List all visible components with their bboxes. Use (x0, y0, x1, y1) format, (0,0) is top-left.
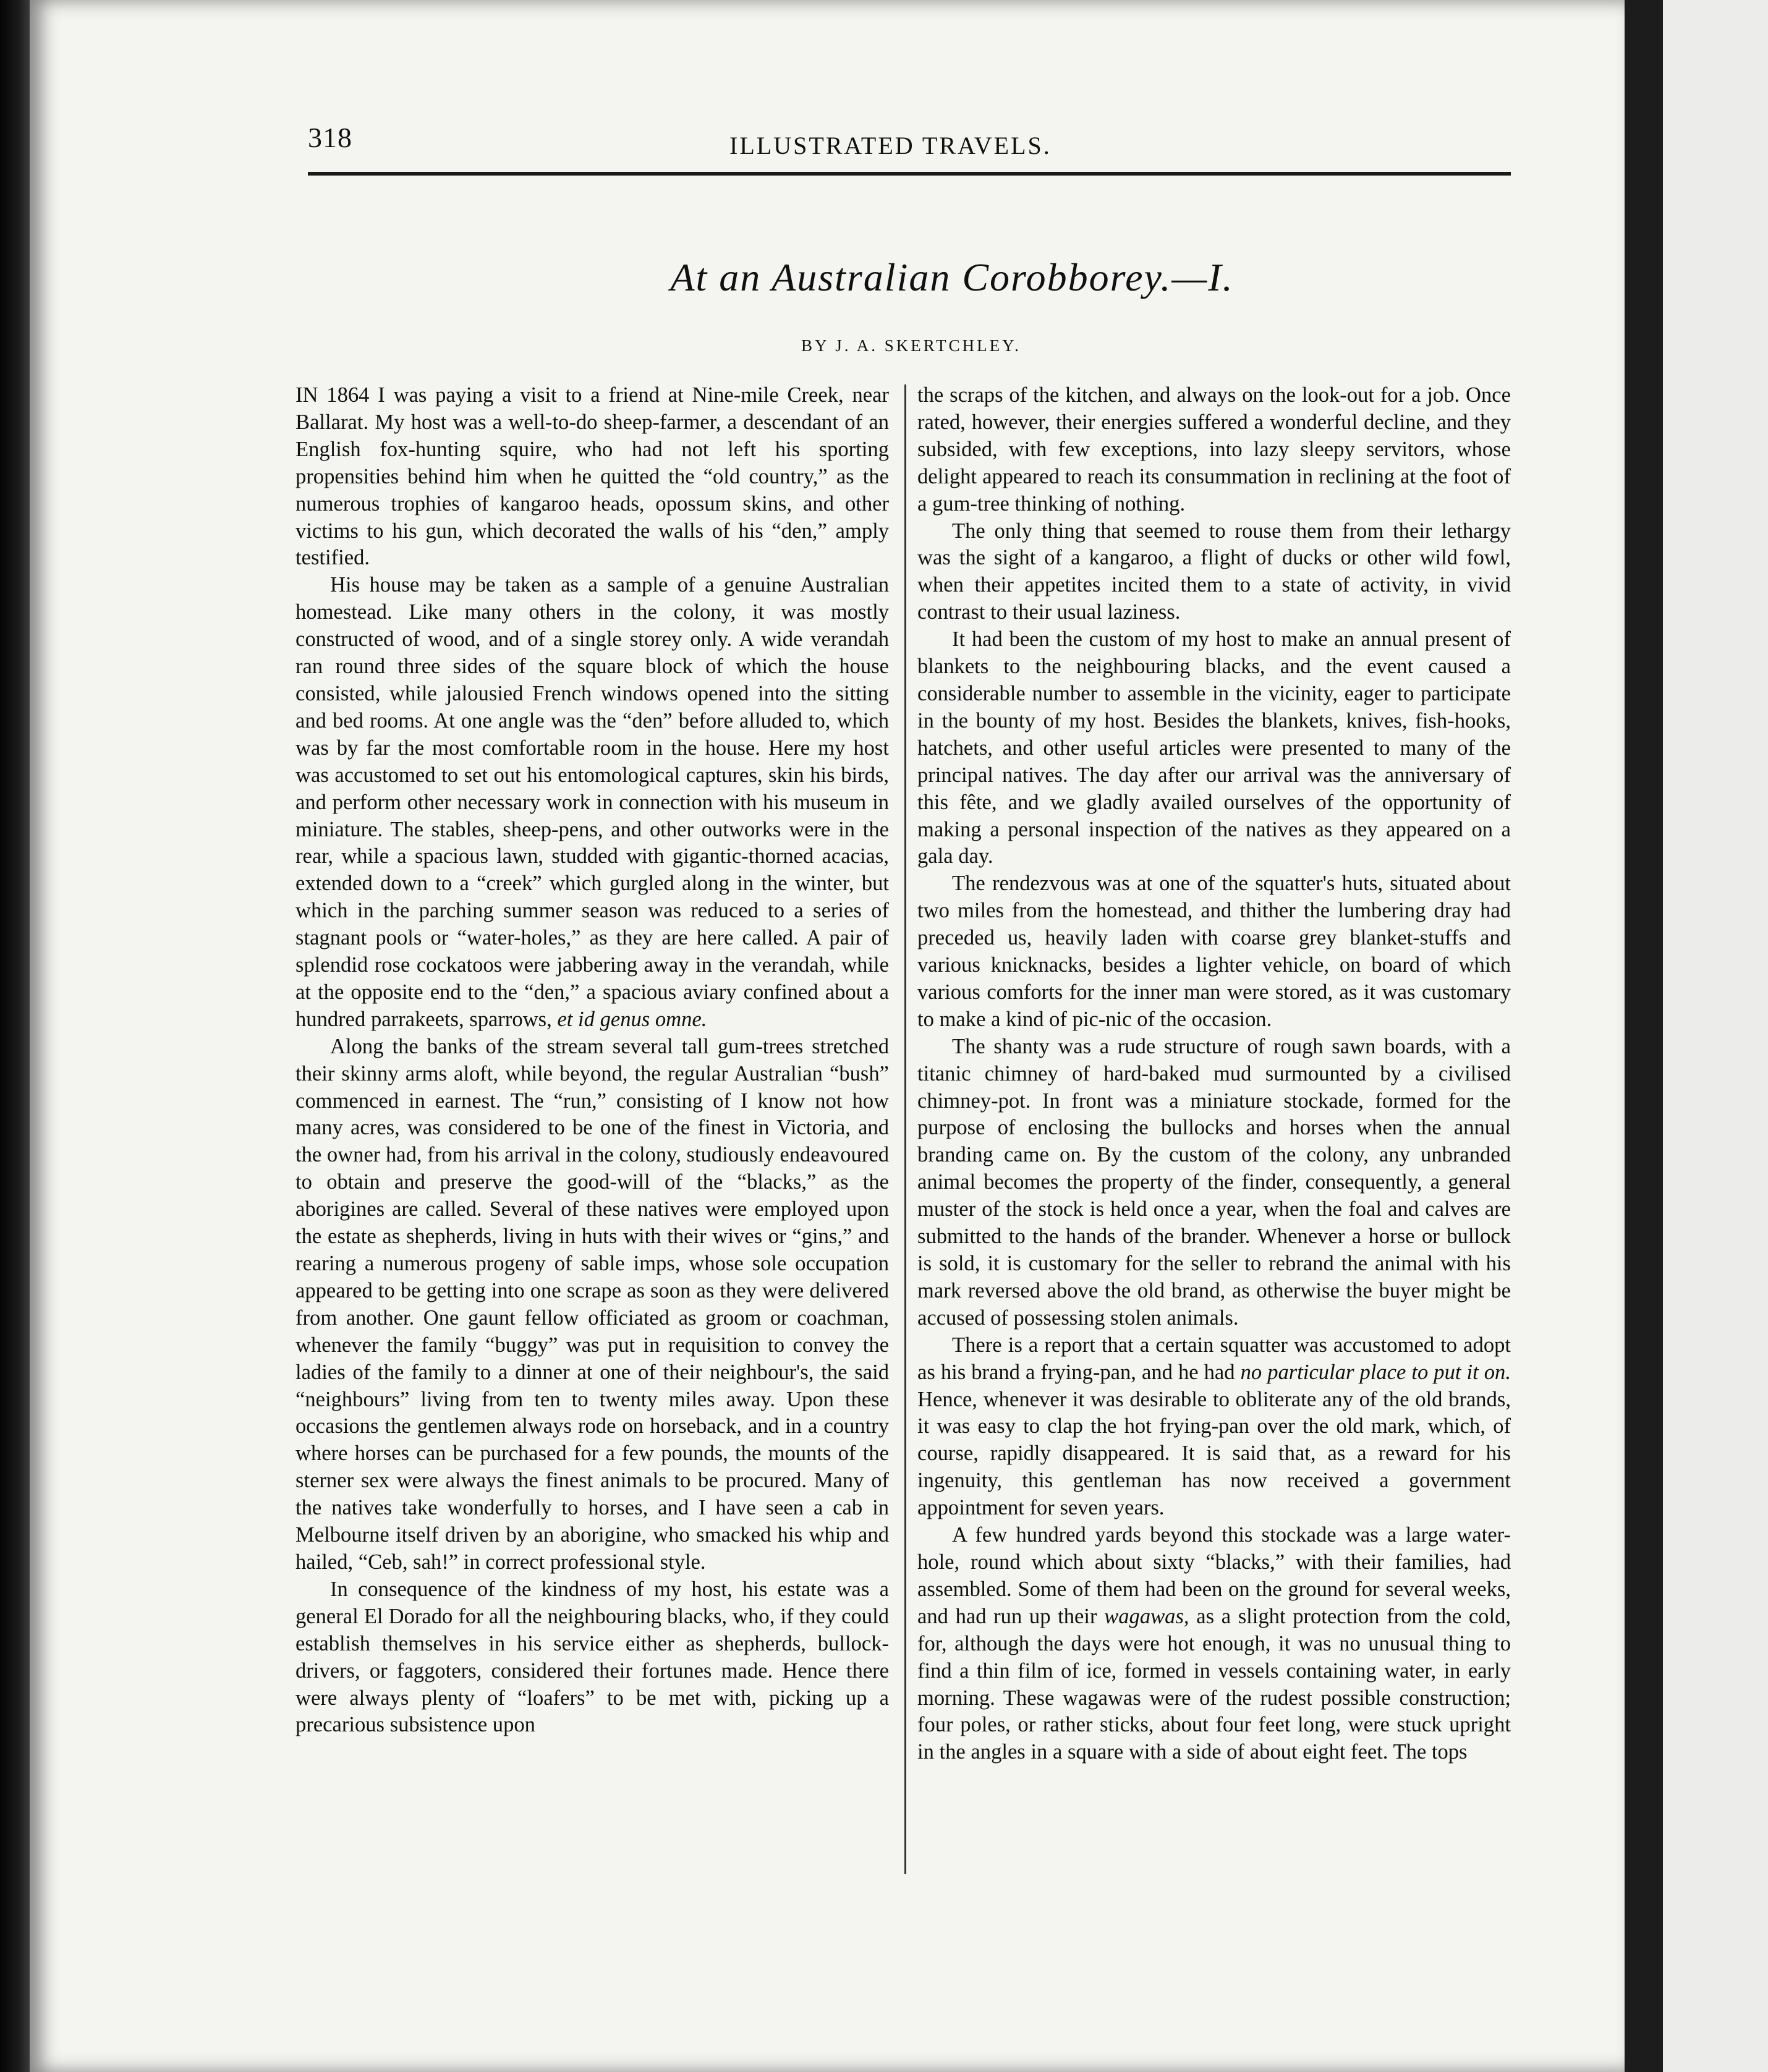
paragraph (295, 572, 889, 1033)
paragraph-text: It had been the custom of my host to make an annual present of blankets to the neighbouring blacks, and the event caused a considerable number to assemble in the vicinity, eager to participate in the bounty of my host. Besides the blankets, knives, fish-hooks, hatchets, and other useful articles were presented to many of the principal natives. The day after our arrival was the anniversary of this fête, and we gladly availed ourselves of the opportunity of making a personal inspection of the natives as they appeared on a gala day. (917, 627, 1511, 868)
paragraph-italic: et id genus omne. (551, 1007, 707, 1031)
article-byline: BY J. A. SKERTCHLEY. (801, 336, 1021, 355)
paragraph-text: There is a report that a certain squatter was accustomed to adopt as his brand a frying-pan, and he had (917, 1333, 1511, 1384)
paragraph (917, 1034, 1511, 1332)
paragraph-italic: no particular place to put it on. (1235, 1360, 1511, 1384)
paragraph-text: Along the banks of the stream several tall gum-trees stretched their skinny arms aloft, while beyond, the regular Australian “bush” commenced in earnest. The “run,” consisting of I know not how many acres, was considered to be one of the finest in Victoria, and the owner had, from his arrival in the colony, studiously endeavoured to obtain and preserve the good-will of the “blacks,” as the aborigines are called. Several of these natives were employed upon the estate as shepherds, living in huts with their wives or “gins,” and rearing a numerous progeny of sable imps, whose sole occupation appeared to be getting into one scrape as soon as they were delivered from another. One gaunt fellow officiated as groom or coachman, whenever the family “buggy” was put in requisition to convey the ladies of the family to a dinner at one of their neighbour's, the said “neighbours” living from ten to twenty miles away. Upon these occasions the gentlemen always rode on horseback, and in a country where horses can be purchased for a few pounds, the mounts of the sterner sex were always the finest animals to be procured. Many of the natives take wonderfully to horses, and I have seen a cab in Melbourne itself driven by an aborigine, who smacked his whip and hailed, “Ceb, sah!” in correct professional style. (295, 1034, 889, 1574)
paragraph-text: 1864 I was paying a visit to a friend at Nine-mile Creek, near Ballarat. My host was a well-to-do sheep-farmer, a descendant of an English fox-hunting squire, who had not left his sporting propensities behind him when he quitted the “old country,” as the numerous trophies of kangaroo heads, opossum skins, and other victims to his gun, which decorated the walls of his “den,” amply testified. (295, 383, 889, 570)
paragraph (295, 1034, 889, 1576)
paragraph-text: His house may be taken as a sample of a genuine Australian homestead. Like many others in the colony, it was mostly constructed of wood, and of a single storey only. A wide verandah ran round three sides of the square block of which the house consisted, while jalousied French windows opened into the sitting and bed rooms. At one angle was the “den” before alluded to, which was by far the most comfortable room in the house. Here my host was accustomed to set out his entomological captures, skin his birds, and perform other necessary work in connection with his museum in miniature. The stables, sheep-pens, and other outworks were in the rear, while a spacious lawn, studded with gigantic-thorned acacias, extended down to a “creek” which gurgled along in the winter, but which in the parching summer season was reduced to a series of stagnant pools or “water-holes,” as they are here called. A pair of splendid rose cockatoos were jabbering away in the verandah, while at the opposite end to the “den,” a spacious aviary confined about a hundred parrakeets, sparrows, (295, 573, 889, 1031)
paragraph (917, 626, 1511, 870)
paragraph-text: In consequence of the kindness of my host, his estate was a general El Dorado for all the neighbouring blacks, who, if they could establish themselves in his service either as shepherds, bullock-drivers, or faggoters, considered their fortunes made. Hence there were always plenty of “loafers” to be met with, picking up a precarious subsistence upon (295, 1577, 889, 1737)
paragraph-text: The rendezvous was at one of the squatter's huts, situated about two miles from the homestead, and thither the lumbering dray had preceded us, heavily laden with coarse grey blanket-stuffs and various knicknacks, besides a lighter vehicle, on board of which various comforts for the inner man were stored, as it was customary to make a kind of pic-nic of the occasion. (917, 872, 1511, 1031)
article-title: At an Australian Corobborey.—I. (670, 255, 1234, 299)
book-gutter-right (1625, 0, 1663, 2072)
drop-lead: IN (295, 383, 318, 407)
text-column-left (295, 382, 889, 1872)
paragraph (917, 382, 1511, 518)
running-title: ILLUSTRATED TRAVELS. (729, 132, 1052, 159)
paragraph (917, 518, 1511, 627)
paragraph-text: A few hundred yards beyond this stockade was a large water-hole, round which about sixty “blacks,” with their families, had assembled. Some of them had been on the ground for several weeks, and had run up their (917, 1523, 1511, 1628)
paragraph-text: The only thing that seemed to rouse them from their lethargy was the sight of a kangaroo, a flight of ducks or other wild fowl, when their appetites incited them to a state of activity, in vivid contrast to their usual laziness. (917, 519, 1511, 624)
book-gutter-left (0, 0, 30, 2072)
paragraph (295, 1576, 889, 1739)
paragraph (295, 382, 889, 572)
page-number: 318 (308, 122, 352, 153)
paragraph (917, 1332, 1511, 1522)
facing-page-edge (1663, 0, 1768, 2072)
paragraph-text: the scraps of the kitchen, and always on the look-out for a job. Once rated, however, their energies suffered a wonderful decline, and they subsided, with few exceptions, into lazy sleepy servitors, whose delight appeared to reach its consummation in reclining at the foot of a gum-tree thinking of nothing. (917, 383, 1511, 516)
text-column-right (917, 382, 1511, 1872)
paragraph (917, 1522, 1511, 1766)
header-rule (308, 172, 1511, 176)
paragraph-italic: wagawas, (1097, 1604, 1189, 1628)
paragraph-text: Hence, whenever it was desirable to obliterate any of the old brands, it was easy to clap the hot frying-pan over the old mark, which, of course, rapidly disappeared. It is said that, as a reward for his ingenuity, this gentleman has now received a government appointment for seven years. (917, 1387, 1511, 1520)
column-divider (904, 384, 906, 1874)
paragraph (917, 870, 1511, 1033)
paragraph-text: as a slight protection from the cold, for, although the days were hot enough, it was no unusual thing to find a thin film of ice, formed in vessels containing water, in early morning. These wagawas were of the rudest possible construction; four poles, or rather sticks, about four feet long, were stuck upright in the angles in a square with a side of about eight feet. The tops (917, 1604, 1511, 1764)
paragraph-text: The shanty was a rude structure of rough sawn boards, with a titanic chimney of hard-baked mud surmounted by a civilised chimney-pot. In front was a miniature stockade, formed for the purpose of enclosing the bullocks and horses when the annual branding came on. By the custom of the colony, any unbranded animal becomes the property of the finder, consequently, a general muster of the stock is held once a year, when the foal and calves are submitted to the hands of the brander. Whenever a horse or bullock is sold, it is customary for the seller to rebrand the animal with his mark reversed above the old brand, as otherwise the buyer might be accused of possessing stolen animals. (917, 1034, 1511, 1330)
